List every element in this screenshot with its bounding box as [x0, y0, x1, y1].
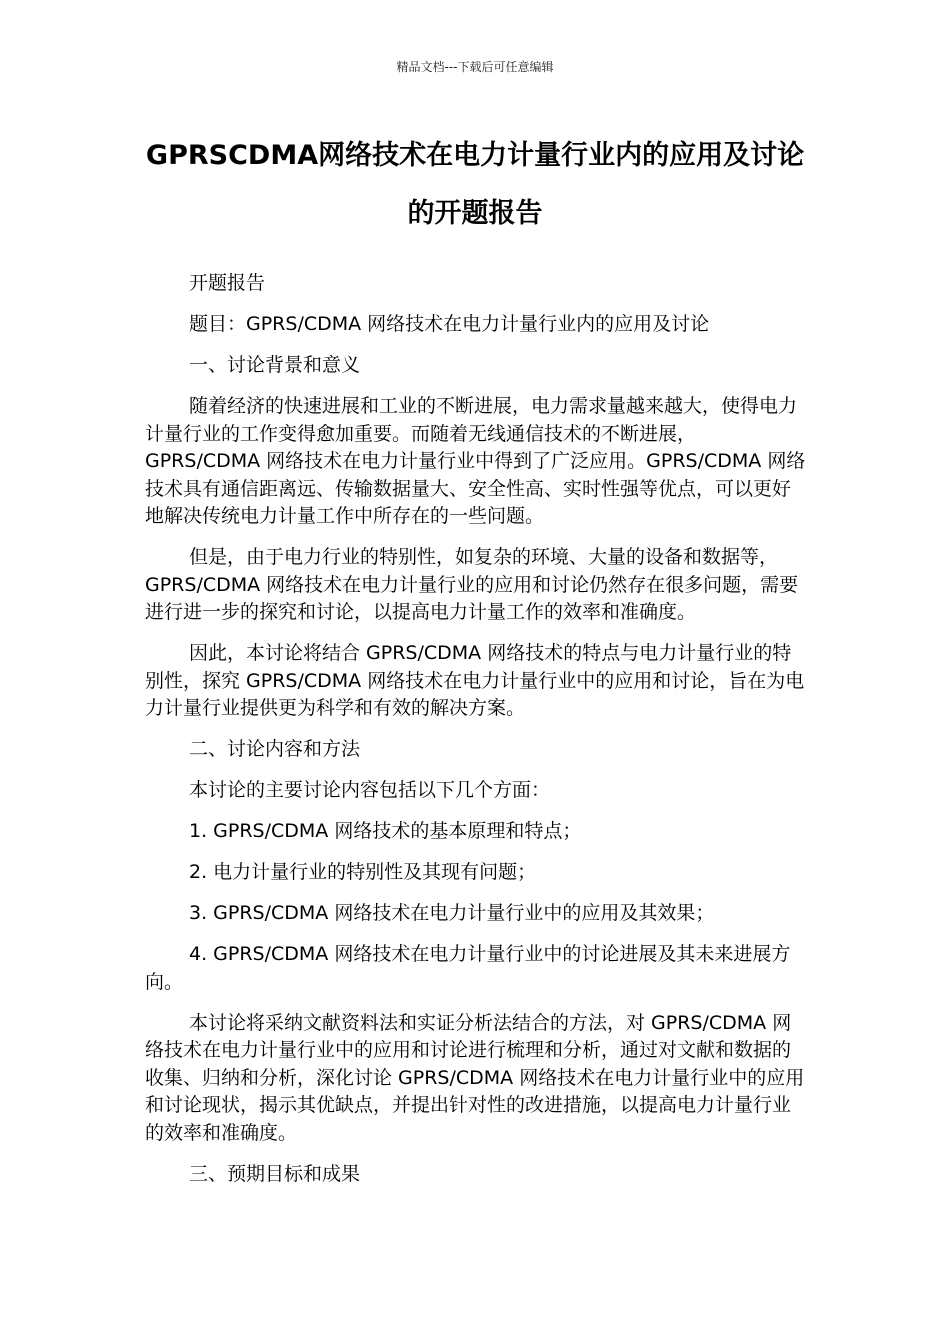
- list-item-3: 3. GPRS/CDMA 网络技术在电力计量行业中的应用及其效果；: [189, 902, 715, 924]
- paragraph-topic: 题目：GPRS/CDMA 网络技术在电力计量行业内的应用及讨论: [189, 313, 710, 335]
- section-heading-goals: 三、预期目标和成果: [189, 1162, 361, 1185]
- paragraph-background-2: 但是，由于电力行业的特别性，如复杂的环境、大量的设备和数据等，GPRS/CDMA 网络技术在电力计量行业的应用和讨论仍然存在很多问题，需要进行进一步的探究和讨论，以提高电力计量工作的效率和准确度。: [145, 546, 799, 623]
- paragraph-content-intro: 本讨论的主要讨论内容包括以下几个方面：: [189, 779, 551, 801]
- section-heading-background: 一、讨论背景和意义: [189, 354, 361, 376]
- section-heading-content-method: 二、讨论内容和方法: [189, 738, 361, 760]
- list-item-2: 2. 电力计量行业的特别性及其现有问题；: [189, 861, 537, 883]
- document-title: GPRSCDMA网络技术在电力计量行业内的应用及讨论的开题报告: [145, 140, 805, 229]
- document-body: [145, 270, 807, 1202]
- list-item-4: 4. GPRS/CDMA 网络技术在电力计量行业中的讨论进展及其未来进展方向。: [145, 943, 791, 993]
- list-item-1: 1. GPRS/CDMA 网络技术的基本原理和特点；: [189, 820, 582, 842]
- paragraph-report-label: 开题报告: [189, 272, 266, 294]
- paragraph-method: 本讨论将采纳文献资料法和实证分析法结合的方法，对 GPRS/CDMA 网络技术在电力计量行业中的应用和讨论进行梳理和分析，通过对文献和数据的收集、归纳和分析，深化讨论 GPRS/CDMA 网络技术在电力计量行业中的应用和讨论现状，揭示其优缺点，并提出针对性的改进措施，以提高电力计量行业的效率和准确度。: [145, 1011, 805, 1144]
- paragraph-background-1: 随着经济的快速进展和工业的不断进展，电力需求量越来越大，使得电力计量行业的工作变得愈加重要。而随着无线通信技术的不断进展，GPRS/CDMA 网络技术在电力计量行业中得到了广泛应用。GPRS/CDMA 网络技术具有通信距离远、传输数据量大、安全性高、实时性强等优点，可以更好地解决传统电力计量工作中所存在的一些问题。: [145, 395, 806, 527]
- paragraph-background-3: 因此，本讨论将结合 GPRS/CDMA 网络技术的特点与电力计量行业的特别性，探究 GPRS/CDMA 网络技术在电力计量行业中的应用和讨论，旨在为电力计量行业提供更为科学和有效的解决方案。: [145, 642, 805, 719]
- page-header-note: 精品文档---下载后可任意编辑: [396, 60, 554, 74]
